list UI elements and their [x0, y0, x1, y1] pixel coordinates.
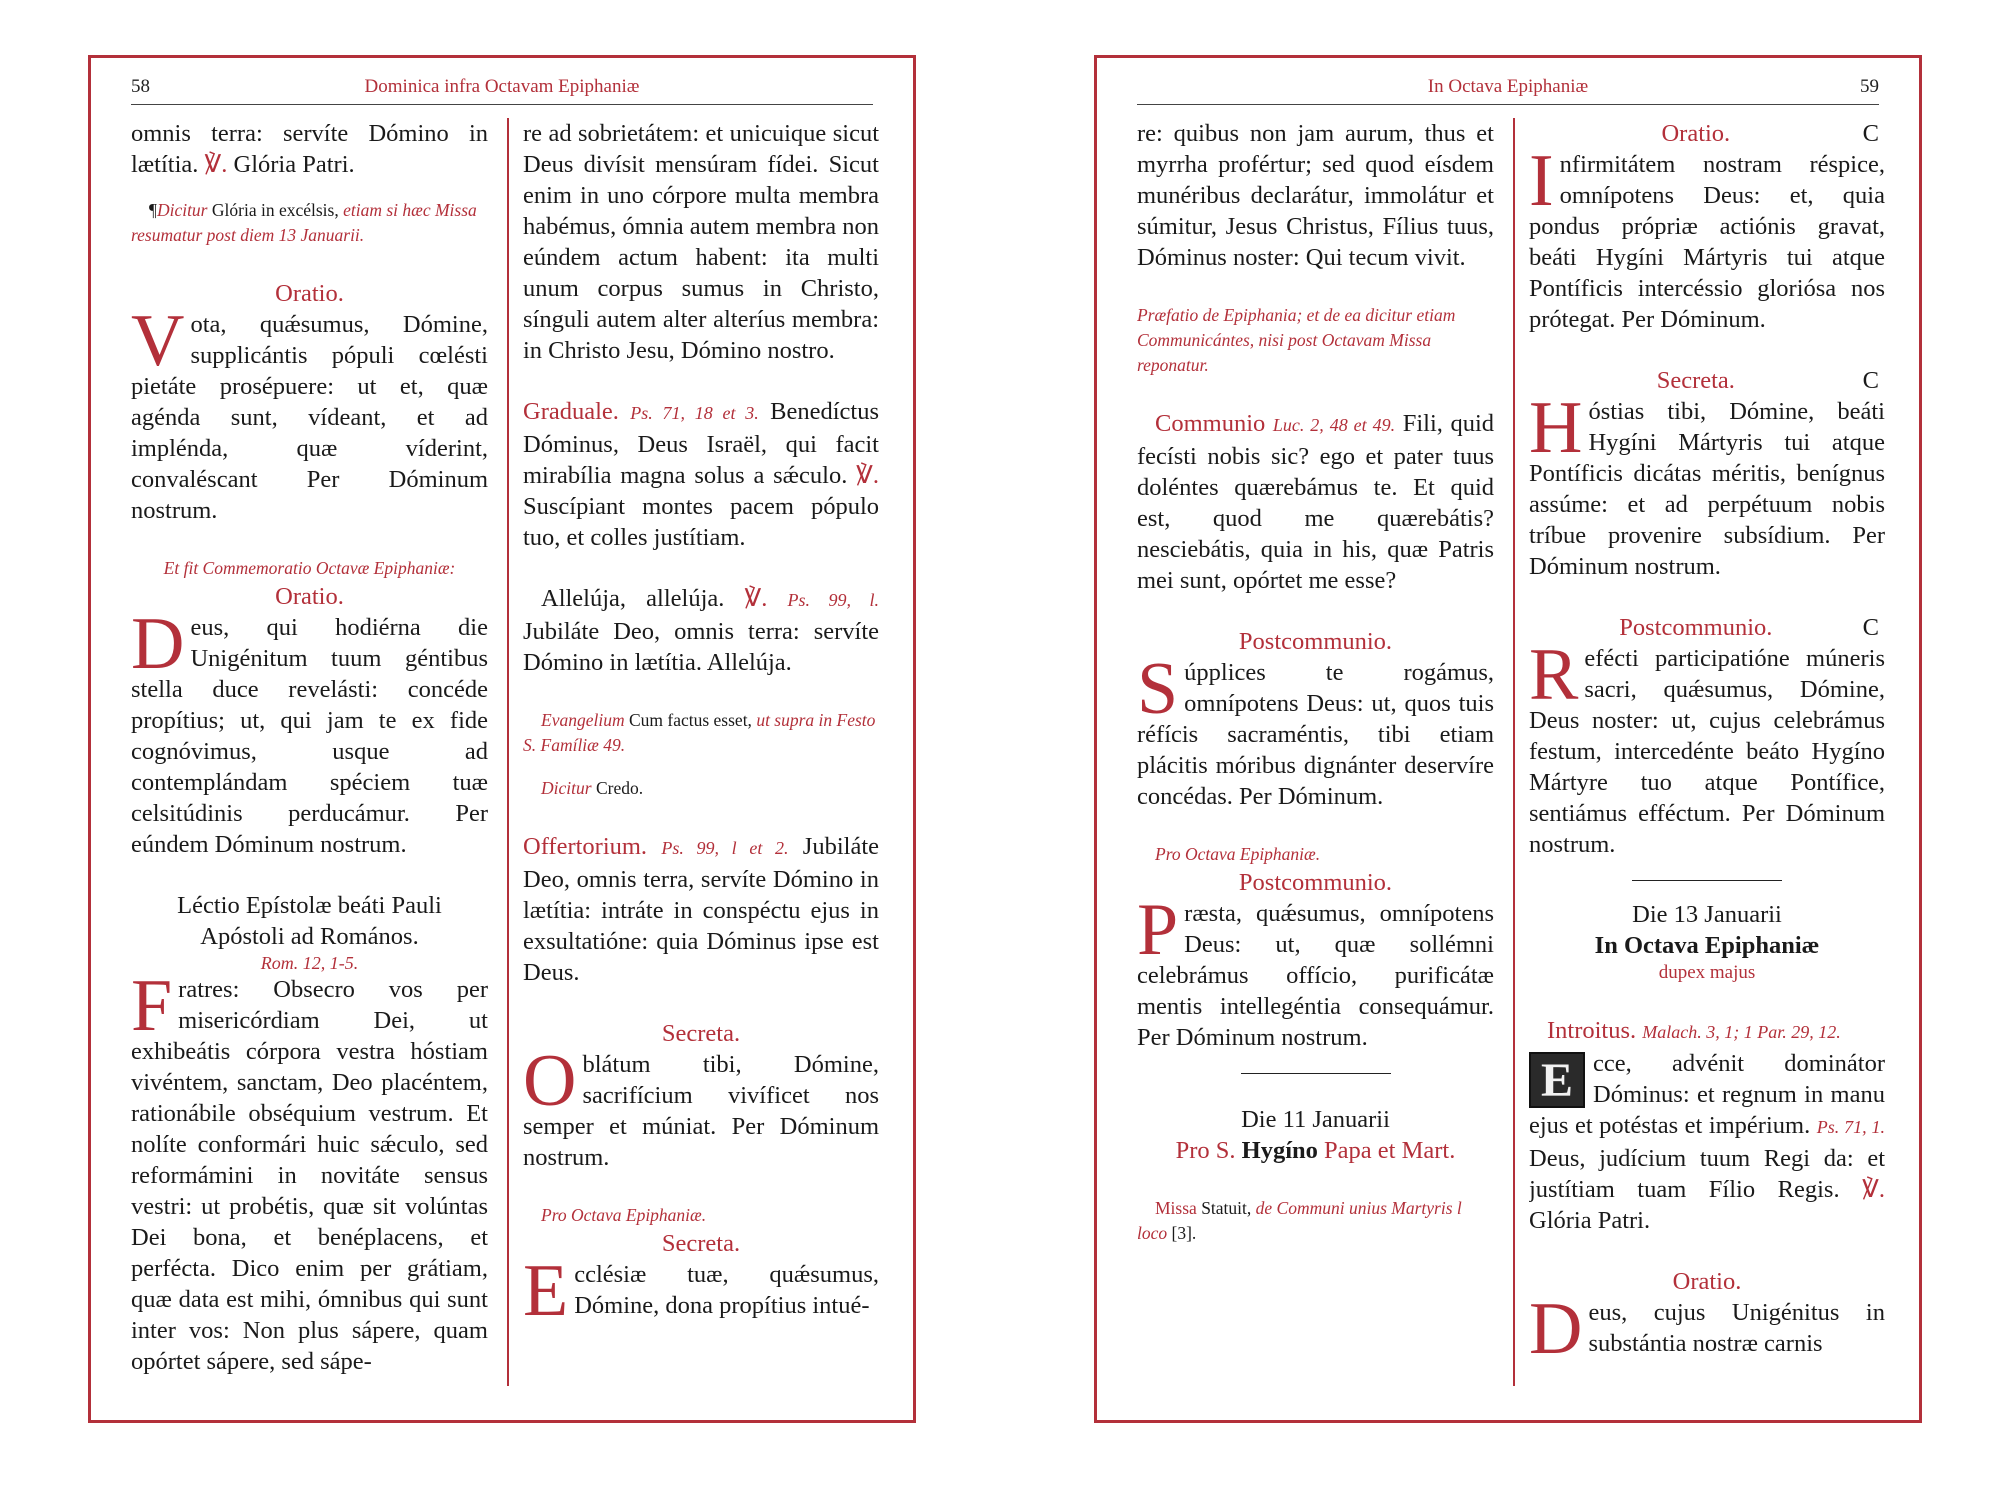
ornate-initial: E — [1529, 1052, 1585, 1108]
alleluia-text: Allelúja, allelúja. ℣. Ps. 99, l. Jubiláte Deo, omnis terra: servíte Dómino in lætítia. Allelúja. — [523, 585, 879, 676]
left-column-1 — [131, 118, 488, 1386]
text-paragraph: omnis terra: servíte Dómino in lætítia. ℣. Glória Patri. — [131, 120, 488, 178]
graduale-text: Graduale. Ps. 71, 18 et 3. Benedíctus Dóminus, Deus Israël, qui facit mirabília magna solus a sǽculo. ℣. Suscípiant montes pacem pópulo tuo, et colles justítiam. — [523, 398, 879, 551]
prayer-text: V ota, quǽsumus, Dómine, supplicántis pópuli cœlésti pietáte prosépuere: ut et, quæ agénda sunt, vídeant, et ad impléndа, quæ víderint, convaléscant Per Dóminum nostrum. — [131, 300, 488, 524]
rubric-note: Et fit Commemoratio Octavæ Epiphaniæ: — [163, 558, 456, 578]
prayer-text: D eus, qui hodiérna die Unigénitum tuum géntibus stella duce revelásti: concéde propítius; ut, qui jam te ex fide cognóvimus, usque ad contemplándam spéciem tuæ celsitúdinis perducámur. Per eúndem Dóminum nostrum. — [131, 603, 488, 858]
prayer-text: S úpplices te rogámus, omnípotens Deus: ut, quos tuis réfícis sacraméntis, tibi etiam plácitis móribus dignánter deservíre concédas. Per Dóminum. — [1137, 648, 1494, 810]
section-heading: Oratio. — [275, 583, 344, 610]
prayer-text: re: quibus non jam aurum, thus et myrrha profértur; sed quod eísdem munéribus declarátur, immolátur et súmitur, Jesus Christus, Fílius tuus, Dóminus noster: Qui tecum vivit. — [1137, 120, 1494, 271]
prayer-text: O blátum tibi, Dómine, sacrifícium vivíficet nos semper et múniat. Per Dóminum nostrum. — [523, 1040, 879, 1171]
prayer-text: D eus, cujus Unigénitus in substántia nostræ carnis — [1529, 1288, 1885, 1370]
feast-title: In Octava Epiphaniæ — [1594, 932, 1820, 959]
page-number: 59 — [1860, 76, 1879, 97]
rubric-note: Pro Octava Epiphaniæ. — [1155, 844, 1321, 864]
communio-text: Communio Luc. 2, 48 et 49. Fili, quid fecísti nobis sic? ego et pater tuus doléntes quærebámus te. Et quid est, quod me quærebátis? nesciebátis, quia in his, quæ Patris mei sunt, opórtet me esse? — [1137, 410, 1494, 594]
offertorium-text: Offertorium. Ps. 99, l et 2. Jubiláte Deo, omnis terra, servíte Dómino in lætítia: intráte in conspéctu ejus in exsultatióne: quia Dóminus ipse est Deus. — [523, 833, 879, 986]
right-page — [1094, 55, 1922, 1423]
rubric-note: Missa Statuit, de Communi unius Martyris l loco [3]. — [1137, 1198, 1462, 1243]
feast-title: Pro S. Hygíno Papa et Mart. — [1175, 1137, 1456, 1164]
section-divider — [1632, 880, 1782, 881]
left-page — [88, 55, 916, 1423]
right-column-1 — [1137, 118, 1494, 1386]
right-page-header — [1137, 68, 1879, 105]
column-divider — [507, 118, 509, 1386]
prayer-text: I nfirmitátem nostram réspice, omnípotens Deus: et, quia pondus própriæ actiónis gravat, beáti Hygíni Mártyris tui atque Pontíficis intercéssio gloriósa nos prótegat. Per Dóminum. — [1529, 140, 1885, 333]
drop-cap: D — [131, 603, 185, 685]
drop-cap: O — [523, 1040, 577, 1122]
section-heading: C Oratio. — [1661, 120, 1879, 147]
drop-cap: E — [523, 1250, 569, 1332]
section-heading: C Postcommunio. — [1619, 614, 1879, 641]
rubric-note: ¶Dicitur Glória in excélsis, etiam si hæc Missa resumatur post diem 13 Januarii. — [131, 200, 477, 245]
drop-cap: I — [1529, 140, 1554, 222]
drop-cap: S — [1137, 648, 1179, 730]
feast-date: Die 11 Januarii — [1241, 1106, 1390, 1133]
introitus-text: E cce, advénit dominátor Dóminus: et regnum in manu ejus et potéstas et impérium. Ps. 71, 1. Deus, judícium tuum Regi da: et justítiam tuam Fílio Regis. ℣. Glória Patri. — [1529, 1050, 1885, 1234]
reading-title: Léctio Epístolæ beáti Pauli — [177, 892, 442, 919]
drop-cap: P — [1137, 889, 1179, 971]
drop-cap: H — [1529, 387, 1583, 469]
drop-cap: V — [131, 300, 185, 382]
left-page-header — [131, 68, 873, 105]
drop-cap: R — [1529, 634, 1579, 716]
section-heading: Secreta. — [661, 1230, 741, 1257]
column-divider — [1513, 118, 1515, 1386]
section-heading: Oratio. — [275, 280, 344, 307]
prayer-text: R efécti participatióne múneris sacri, quǽsumus, Dómine, Deus noster: ut, cujus celebrámus festum, intercedénte beáto Hygíno Mártyre tuo atque Pontífice, sentiámus efféctum. Per Dóminum nostrum. — [1529, 634, 1885, 858]
prayer-text: E cclésiæ tuæ, quǽsumus, Dómine, dona propítius intué- — [523, 1250, 879, 1332]
rubric-note: Præfatio de Epiphania; et de ea dicitur etiam Communicántes, nisi post Octavam Missa reponatur. — [1137, 305, 1456, 375]
prayer-text: H óstias tibi, Dómine, beáti Hygíni Mártyris tui atque Pontíficis dicátas méritis, benígnus assúme: et ad perpétuum nobis tríbue provenire subsídium. Per Dóminum nostrum. — [1529, 387, 1885, 580]
rubric-note: Pro Octava Epiphaniæ. — [541, 1205, 707, 1225]
section-divider — [1241, 1073, 1391, 1074]
section-heading: C Secreta. — [1656, 367, 1879, 394]
section-heading: Postcommunio. — [1238, 869, 1393, 896]
reading-title: Apóstoli ad Romános. — [200, 923, 419, 950]
right-column-2 — [1529, 118, 1885, 1386]
running-title: Dominica infra Octavam Epiphaniæ — [364, 76, 640, 97]
running-title: In Octava Epiphaniæ — [1427, 76, 1589, 97]
drop-cap: D — [1529, 1288, 1583, 1370]
left-column-2 — [523, 118, 879, 1386]
feast-date: Die 13 Januarii — [1632, 901, 1782, 928]
rubric-note: Dicitur Credo. — [541, 778, 644, 798]
page-number: 58 — [131, 76, 150, 97]
feast-rank: dupex majus — [1658, 962, 1756, 983]
drop-cap: F — [131, 965, 173, 1047]
section-heading: Oratio. — [1672, 1268, 1742, 1295]
section-heading: Secreta. — [661, 1020, 741, 1047]
scripture-reference: Rom. 12, 1-5. — [260, 953, 359, 973]
prayer-text: P ræsta, quǽsumus, omnípotens Deus: ut, quæ sollémni celebrámus offício, purificátæ mentis intellegéntia consequámur. Per Dóminum nostrum. — [1137, 889, 1494, 1051]
rubric-note: Evangelium Cum factus esset, ut supra in Festo S. Famíliæ 49. — [523, 710, 876, 755]
introitus-heading: Introitus. Malach. 3, 1; 1 Par. 29, 12. — [1547, 1017, 1841, 1044]
reading-text: F ratres: Obsecro vos per misericórdiam Dei, ut exhibeátis córpora vestra hóstiam vivéntem, sanctam, Deo placéntem, rationábile obséquium vestrum. Et nolíte conformári huic sǽculo, sed reformámini in novitáte sensus vestri: ut probétis, quæ sit volúntas Dei bona, et benéplacens, et perfécta. Dico enim per grátiam, quæ data est mihi, ómnibus qui sunt inter vos: Non plus sápere, quam opórtet sápere, sed sápe- — [131, 965, 488, 1375]
reading-text: re ad sobrietátem: et unicuique sicut Deus divísit mensúram fídei. Sicut enim in uno córpore multa membra habémus, ómnia autem membra non eúndem actum habent: ita multi unum corpus sumus in Christo, sínguli autem alter altеríus membra: in Christo Jesu, Dómino nostro. — [523, 120, 879, 364]
section-heading: Postcommunio. — [1238, 628, 1393, 655]
